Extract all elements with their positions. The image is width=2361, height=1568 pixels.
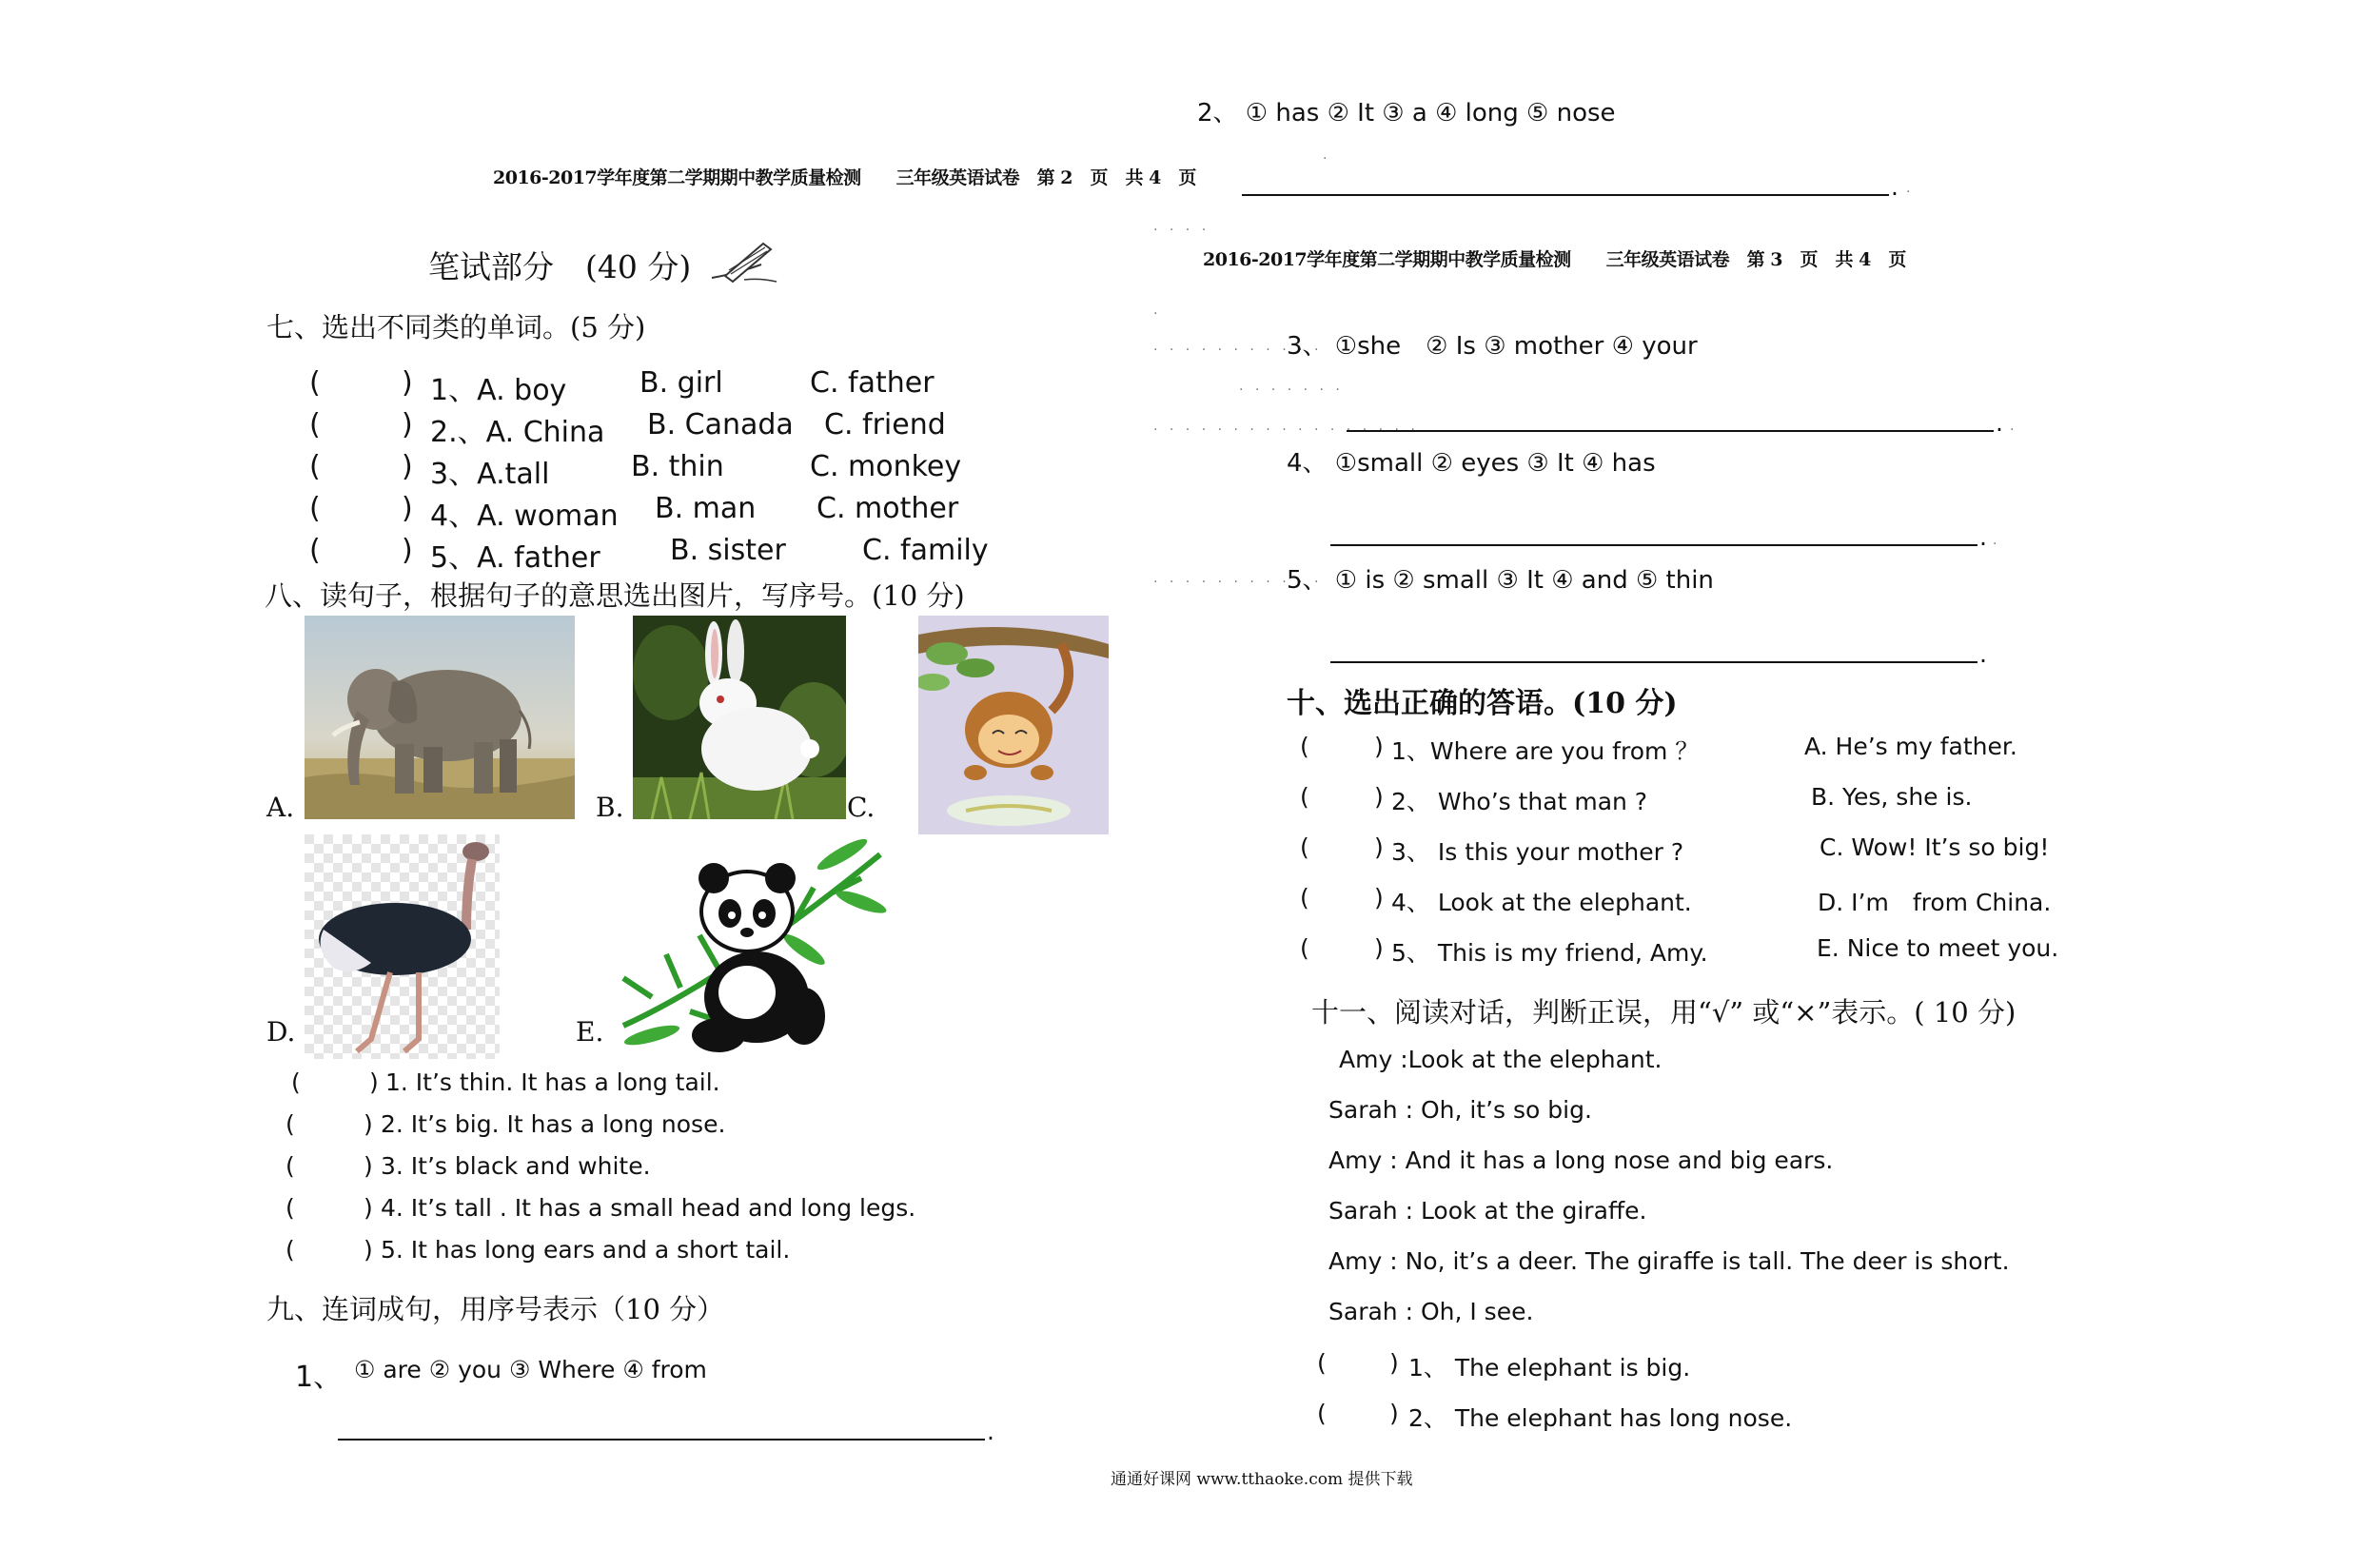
dialogue-line: Sarah : Oh, it’s so big. [1328, 1096, 1592, 1124]
dialogue-line: Amy :Look at the elephant. [1339, 1046, 1663, 1073]
page-header-left: 2016-2017学年度第二学期期中教学质量检测 三年级英语试卷 第 2 页 共 4 页 [493, 167, 1196, 188]
answer-bracket-open[interactable]: ( [285, 1152, 295, 1180]
answer-bracket-close: ) [402, 534, 413, 567]
period: . [1979, 640, 1987, 668]
margin-dots: . . . . . . . . . . . [1153, 571, 1323, 586]
answer-bracket-open[interactable]: ( [1317, 1349, 1327, 1377]
word-order-question-2: 2、 ① has ② It ③ a ④ long ⑤ nose [1197, 99, 1616, 127]
question-item: 2、 Who’s that man ? [1391, 788, 1648, 815]
answer-bracket-open[interactable]: ( [291, 1068, 301, 1096]
ostrich-picture [305, 834, 500, 1059]
margin-dots: . [1323, 147, 1331, 163]
question-item: 3、 Is this your mother ? [1391, 838, 1684, 866]
question-item: 4、 Look at the elephant. [1391, 889, 1692, 916]
word-order-question-3: 3、 ①she ② Is ③ mother ④ your [1287, 332, 1698, 361]
answer-option: C. Wow! It’s so big! [1820, 833, 2050, 861]
option-c: C. monkey [810, 450, 962, 483]
pen-writing-icon [706, 236, 782, 289]
option-a: 2.、A. China [430, 416, 605, 449]
written-section-title: 笔试部分 (40 分) [428, 248, 692, 285]
margin-dots: . [1993, 533, 2001, 548]
margin-dots: . . . . . . . . . . . [1153, 339, 1323, 354]
elephant-picture [305, 616, 575, 819]
option-c: C. friend [824, 408, 946, 441]
footer-source: 通通好课网 www.tthaoke.com 提供下载 [1111, 1470, 1413, 1489]
picture-label-a: A. [266, 792, 295, 823]
answer-line[interactable] [1347, 430, 1994, 432]
answer-bracket-close: ) [364, 1152, 373, 1180]
answer-bracket-close: ) [1374, 934, 1384, 962]
option-b: B. Canada [647, 408, 794, 441]
option-a: 3、A.tall [430, 458, 550, 491]
answer-bracket-close: ) [1374, 733, 1384, 760]
option-a: 1、A. boy [430, 374, 567, 407]
answer-line[interactable] [1330, 661, 1977, 663]
margin-dots: . [1153, 303, 1162, 318]
sentence-item: 5. It has long ears and a short tail. [381, 1236, 791, 1264]
answer-bracket-close: ) [402, 450, 413, 483]
answer-option: A. He’s my father. [1804, 733, 2017, 760]
answer-bracket-open[interactable]: ( [309, 534, 321, 567]
picture-label-e: E. [576, 1016, 604, 1048]
answer-bracket-close: ) [364, 1236, 373, 1264]
margin-dots: . . . . . . . . . . . . . . . . . [1153, 419, 1419, 434]
picture-label-c: C. [847, 792, 876, 823]
sentence-item: 3. It’s black and white. [381, 1152, 651, 1180]
option-a: 5、A. father [430, 541, 600, 575]
question-number: 1、 [295, 1361, 343, 1394]
period: . [1979, 523, 1987, 551]
option-b: B. sister [670, 534, 786, 567]
rabbit-picture [633, 616, 846, 819]
answer-bracket-close: ) [402, 492, 413, 525]
answer-option: D. I’m from China. [1818, 889, 2052, 916]
option-b: B. man [655, 492, 757, 525]
section10-title: 十、选出正确的答语。(10 分) [1287, 687, 1678, 720]
answer-bracket-open[interactable]: ( [285, 1110, 295, 1138]
period: . [1996, 409, 2003, 437]
sentence-item: 2. It’s big. It has a long nose. [381, 1110, 726, 1138]
answer-option: E. Nice to meet you. [1817, 934, 2059, 962]
answer-bracket-open[interactable]: ( [1300, 733, 1309, 760]
margin-dots: . . . . . . . [1239, 379, 1344, 394]
answer-option: B. Yes, she is. [1811, 783, 1973, 811]
option-a: 4、A. woman [430, 500, 619, 533]
answer-bracket-open[interactable]: ( [285, 1236, 295, 1264]
dialogue-line: Sarah : Look at the giraffe. [1328, 1197, 1647, 1225]
question-item: 5、 This is my friend, Amy. [1391, 939, 1708, 967]
answer-bracket-open[interactable]: ( [309, 450, 321, 483]
margin-dots: . [1906, 181, 1915, 196]
monkey-picture [918, 616, 1109, 834]
section9-title: 九、连词成句，用序号表示（10 分） [266, 1293, 725, 1325]
dialogue-line: Amy : And it has a long nose and big ears. [1328, 1147, 1834, 1174]
answer-bracket-close: ) [364, 1110, 373, 1138]
section11-title: 十一、阅读对话，判断正误，用“√” 或“×”表示。( 10 分) [1311, 996, 2017, 1029]
judgement-item: 2、 The elephant has long nose. [1408, 1404, 1793, 1432]
answer-line[interactable] [1330, 544, 1977, 546]
answer-bracket-close: ) [369, 1068, 379, 1096]
judgement-item: 1、 The elephant is big. [1408, 1354, 1691, 1382]
sentence-item: 1. It’s thin. It has a long tail. [385, 1068, 720, 1096]
question-item: 1、Where are you from ？ [1391, 737, 1700, 765]
page-header-right: 2016-2017学年度第二学期期中教学质量检测 三年级英语试卷 第 3 页 共 4 页 [1203, 249, 1906, 270]
answer-bracket-open[interactable]: ( [285, 1194, 295, 1222]
section7-title: 七、选出不同类的单词。(5 分) [266, 311, 646, 343]
picture-label-b: B. [596, 792, 624, 823]
answer-bracket-open[interactable]: ( [1300, 884, 1309, 911]
picture-label-d: D. [266, 1016, 296, 1048]
answer-line[interactable] [1242, 194, 1889, 196]
answer-bracket-close: ) [1374, 833, 1384, 861]
answer-bracket-open[interactable]: ( [1300, 934, 1309, 962]
period: . [1891, 173, 1899, 201]
word-order-question: ① are ② you ③ Where ④ from [354, 1356, 707, 1383]
option-c: C. father [810, 366, 935, 400]
answer-bracket-open[interactable]: ( [309, 366, 321, 400]
answer-bracket-close: ) [402, 366, 413, 400]
margin-dots: . [2010, 419, 2018, 434]
period: . [987, 1418, 994, 1445]
margin-dots: . . . . [1153, 219, 1210, 234]
sentence-item: 4. It’s tall . It has a small head and long legs. [381, 1194, 916, 1222]
section8-title: 八、读句子，根据句子的意思选出图片，写序号。(10 分) [265, 579, 965, 612]
option-b: B. girl [639, 366, 723, 400]
answer-bracket-close: ) [1374, 783, 1384, 811]
answer-bracket-open[interactable]: ( [309, 408, 321, 441]
answer-bracket-close: ) [402, 408, 413, 441]
word-order-question-5: 5、 ① is ② small ③ It ④ and ⑤ thin [1287, 566, 1714, 595]
answer-bracket-open[interactable]: ( [1317, 1400, 1327, 1427]
option-b: B. thin [631, 450, 724, 483]
answer-bracket-close: ) [364, 1194, 373, 1222]
answer-bracket-close: ) [1374, 884, 1384, 911]
answer-bracket-open[interactable]: ( [1300, 783, 1309, 811]
answer-line[interactable] [338, 1439, 985, 1441]
option-c: C. family [862, 534, 989, 567]
option-c: C. mother [817, 492, 959, 525]
answer-bracket-close: ) [1389, 1349, 1399, 1377]
panda-picture [614, 835, 899, 1064]
word-order-question-4: 4、 ①small ② eyes ③ It ④ has [1287, 449, 1656, 478]
answer-bracket-open[interactable]: ( [1300, 833, 1309, 861]
dialogue-line: Sarah : Oh, I see. [1328, 1298, 1534, 1325]
answer-bracket-close: ) [1389, 1400, 1399, 1427]
answer-bracket-open[interactable]: ( [309, 492, 321, 525]
dialogue-line: Amy : No, it’s a deer. The giraffe is tall. The deer is short. [1328, 1247, 2010, 1275]
